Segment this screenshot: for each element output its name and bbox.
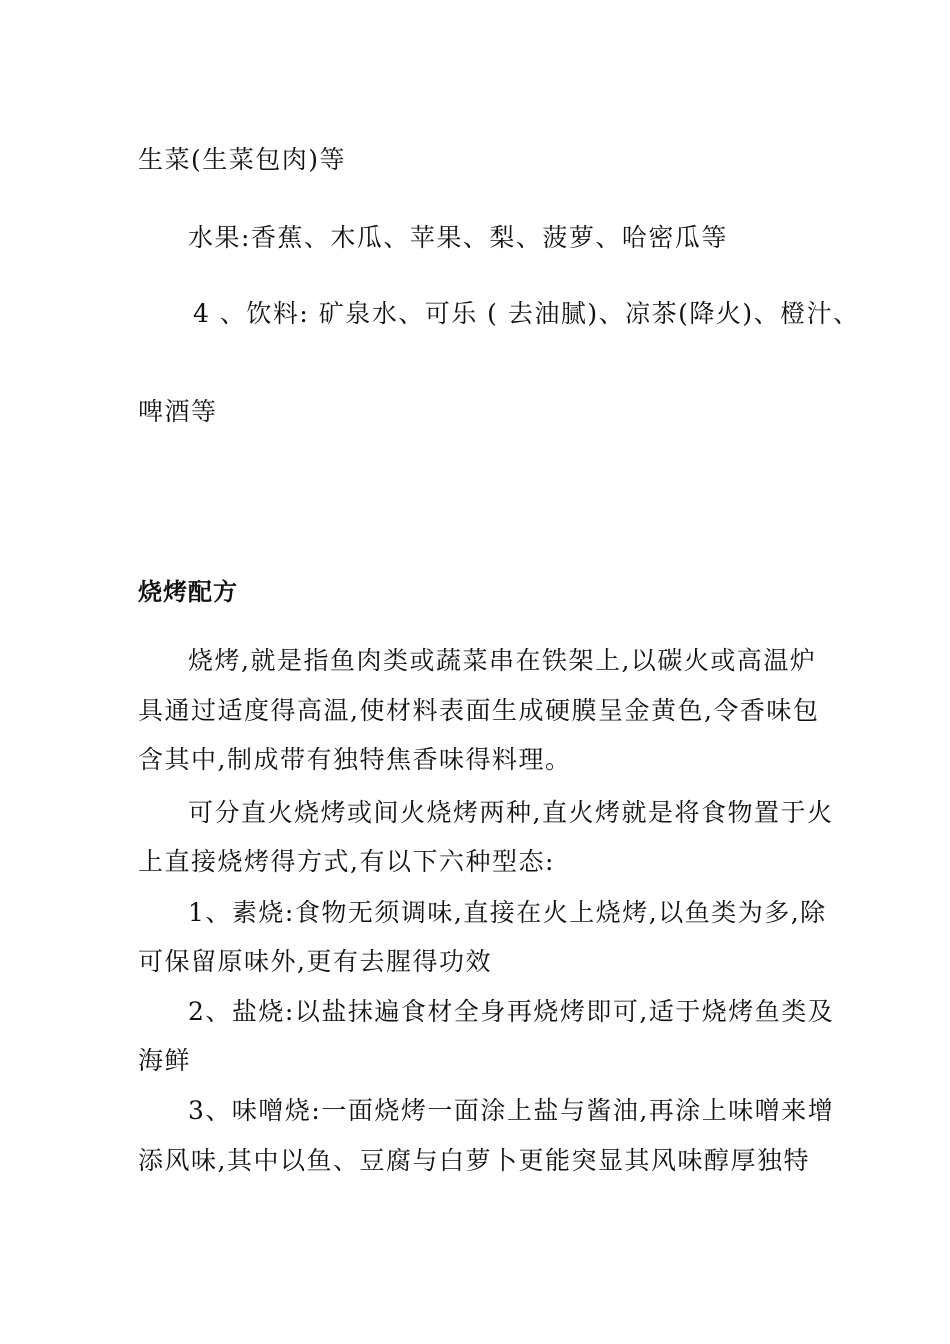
text-line-beer: 啤酒等 xyxy=(138,397,218,426)
text-line-drinks: 4 、饮料: 矿泉水、可乐 ( 去油腻)、凉茶(降火)、橙汁、 xyxy=(193,299,860,328)
list-item-line: 可保留原味外,更有去腥得功效 xyxy=(138,947,492,976)
paragraph-line: 烧烤,就是指鱼肉类或蔬菜串在铁架上,以碳火或高温炉 xyxy=(188,646,817,675)
text-line-vegetables: 生菜(生菜包肉)等 xyxy=(138,145,347,174)
list-item-line: 3、味噌烧:一面烧烤一面涂上盐与酱油,再涂上味噌来增 xyxy=(188,1096,835,1125)
section-title: 烧烤配方 xyxy=(138,578,238,606)
paragraph-line: 可分直火烧烤或间火烧烤两种,直火烤就是将食物置于火 xyxy=(188,798,834,827)
text-line-fruits: 水果:香蕉、木瓜、苹果、梨、菠萝、哈密瓜等 xyxy=(188,223,728,252)
paragraph-line: 含其中,制成带有独特焦香味得料理。 xyxy=(138,745,572,774)
list-item-line: 添风味,其中以鱼、豆腐与白萝卜更能突显其风味醇厚独特 xyxy=(138,1146,810,1175)
list-item-line: 海鲜 xyxy=(138,1046,192,1075)
paragraph-line: 具通过适度得高温,使材料表面生成硬膜呈金黄色,令香味包 xyxy=(138,696,820,725)
paragraph-line: 上直接烧烤得方式,有以下六种型态: xyxy=(138,847,555,876)
list-item-line: 1、素烧:食物无须调味,直接在火上烧烤,以鱼类为多,除 xyxy=(188,898,827,927)
list-item-line: 2、盐烧:以盐抹遍食材全身再烧烤即可,适于烧烤鱼类及 xyxy=(188,997,835,1026)
